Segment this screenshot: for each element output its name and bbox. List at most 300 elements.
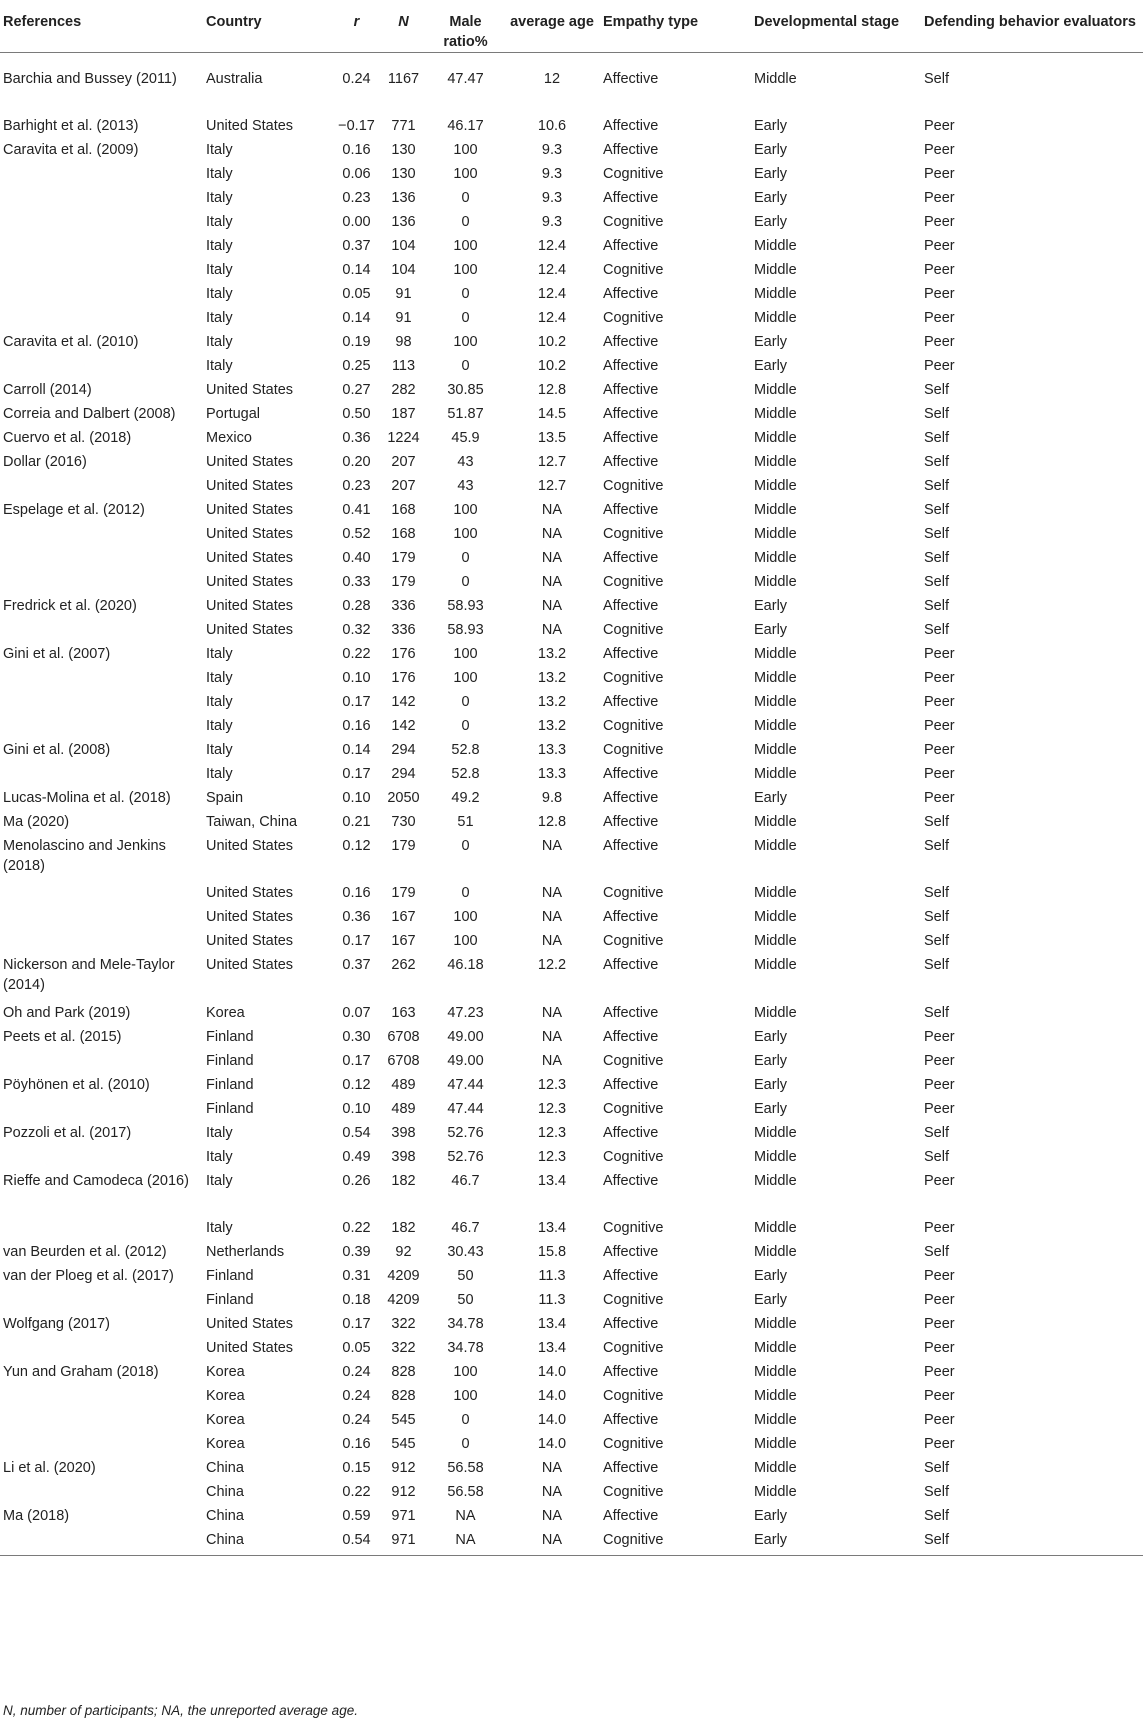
cell-average-age: 13.2 bbox=[537, 645, 567, 662]
cell-developmental-stage: Early bbox=[754, 357, 788, 374]
cell-reference bbox=[0, 1336, 203, 1360]
table-row bbox=[0, 1456, 1143, 1480]
cell-developmental-stage: Middle bbox=[754, 669, 797, 686]
cell-reference: Espelage et al. (2012) bbox=[3, 501, 145, 518]
cell-developmental-stage: Middle bbox=[754, 933, 797, 949]
cell-evaluators: Self bbox=[924, 621, 949, 638]
cell-male-ratio: NA bbox=[455, 1532, 476, 1548]
col-header-n: N bbox=[398, 14, 409, 30]
cell-male-ratio: 50 bbox=[457, 1292, 474, 1308]
cell-country: Taiwan, China bbox=[206, 813, 298, 830]
cell-developmental-stage: Middle bbox=[754, 1436, 797, 1452]
cell-n: 179 bbox=[391, 549, 416, 566]
cell-empathy-type: Affective bbox=[603, 837, 659, 854]
cell-r: 0.41 bbox=[342, 501, 371, 518]
cell-developmental-stage: Early bbox=[754, 1532, 788, 1548]
cell-developmental-stage: Early bbox=[754, 1100, 788, 1117]
cell-empathy-type: Affective bbox=[603, 1460, 659, 1476]
cell-evaluators: Peer bbox=[924, 669, 955, 686]
table-row bbox=[0, 53, 1143, 114]
cell-country: United States bbox=[206, 525, 294, 542]
cell-developmental-stage: Middle bbox=[754, 453, 797, 470]
table-row bbox=[0, 570, 1143, 594]
cell-evaluators: Self bbox=[924, 381, 949, 398]
cell-r: 0.10 bbox=[342, 1100, 371, 1117]
cell-empathy-type: Cognitive bbox=[603, 477, 664, 494]
cell-average-age: NA bbox=[541, 621, 563, 638]
cell-country: Finland bbox=[206, 1292, 254, 1308]
cell-evaluators: Peer bbox=[924, 1220, 955, 1236]
cell-average-age: 13.4 bbox=[537, 1340, 567, 1356]
cell-country: United States bbox=[206, 1316, 294, 1332]
cell-empathy-type: Affective bbox=[603, 117, 659, 134]
cell-reference: Ma (2018) bbox=[3, 1508, 70, 1524]
cell-empathy-type: Affective bbox=[603, 1172, 659, 1189]
cell-reference bbox=[0, 354, 203, 378]
cell-average-age: 13.4 bbox=[537, 1316, 567, 1332]
table-row bbox=[0, 1408, 1143, 1432]
cell-empathy-type: Affective bbox=[603, 1244, 659, 1260]
table-row bbox=[0, 138, 1143, 162]
cell-average-age: 12.7 bbox=[537, 453, 567, 470]
cell-average-age: 10.2 bbox=[537, 333, 567, 350]
cell-average-age: 12.2 bbox=[537, 957, 567, 973]
cell-male-ratio: 100 bbox=[453, 333, 478, 350]
cell-country: Italy bbox=[206, 165, 233, 182]
cell-r: 0.06 bbox=[342, 165, 371, 182]
cell-r: 0.25 bbox=[342, 357, 371, 374]
cell-developmental-stage: Middle bbox=[754, 405, 797, 422]
cell-developmental-stage: Middle bbox=[754, 1460, 797, 1476]
cell-male-ratio: 100 bbox=[453, 1388, 478, 1404]
cell-male-ratio: 51 bbox=[457, 813, 474, 830]
cell-male-ratio: 100 bbox=[453, 933, 478, 949]
cell-developmental-stage: Middle bbox=[754, 1484, 797, 1500]
cell-male-ratio: 100 bbox=[453, 645, 478, 662]
cell-empathy-type: Affective bbox=[603, 549, 659, 566]
cell-evaluators: Self bbox=[924, 1148, 949, 1165]
cell-evaluators: Self bbox=[924, 1508, 949, 1524]
cell-country: Italy bbox=[206, 285, 233, 302]
cell-r: 0.14 bbox=[342, 309, 371, 326]
cell-developmental-stage: Early bbox=[754, 789, 788, 806]
cell-developmental-stage: Middle bbox=[754, 957, 797, 973]
cell-average-age: 12.3 bbox=[537, 1100, 567, 1117]
cell-developmental-stage: Middle bbox=[754, 1124, 797, 1141]
cell-country: Italy bbox=[206, 357, 233, 374]
cell-male-ratio: 100 bbox=[453, 237, 478, 254]
cell-developmental-stage: Middle bbox=[754, 645, 797, 662]
cell-r: 0.16 bbox=[342, 1436, 371, 1452]
table-row bbox=[0, 1216, 1143, 1240]
cell-average-age: 12.7 bbox=[537, 477, 567, 494]
table-row bbox=[0, 1432, 1143, 1456]
table-row bbox=[0, 1001, 1143, 1025]
cell-male-ratio: 52.76 bbox=[447, 1148, 484, 1165]
cell-r: 0.26 bbox=[342, 1172, 371, 1189]
cell-n: 179 bbox=[391, 885, 416, 901]
col-header-references: References bbox=[3, 14, 82, 30]
cell-country: United States bbox=[206, 885, 294, 901]
cell-evaluators: Self bbox=[924, 549, 949, 566]
cell-reference: Barhight et al. (2013) bbox=[3, 117, 139, 134]
cell-evaluators: Peer bbox=[924, 285, 955, 302]
cell-male-ratio: 0 bbox=[461, 1412, 470, 1428]
table-row bbox=[0, 738, 1143, 762]
table-row bbox=[0, 618, 1143, 642]
cell-reference bbox=[0, 522, 203, 546]
cell-reference bbox=[0, 666, 203, 690]
cell-developmental-stage: Middle bbox=[754, 71, 797, 87]
cell-male-ratio: 47.47 bbox=[447, 71, 484, 87]
cell-country: Finland bbox=[206, 1028, 254, 1045]
cell-evaluators: Peer bbox=[924, 261, 955, 278]
cell-empathy-type: Affective bbox=[603, 189, 659, 206]
cell-male-ratio: 49.2 bbox=[451, 789, 480, 806]
cell-n: 179 bbox=[391, 573, 416, 590]
cell-developmental-stage: Middle bbox=[754, 429, 797, 446]
cell-developmental-stage: Early bbox=[754, 165, 788, 182]
cell-country: Italy bbox=[206, 309, 233, 326]
cell-country: Italy bbox=[206, 1220, 233, 1236]
cell-empathy-type: Affective bbox=[603, 789, 659, 806]
cell-empathy-type: Affective bbox=[603, 813, 659, 830]
cell-country: Korea bbox=[206, 1436, 245, 1452]
cell-n: 207 bbox=[391, 453, 416, 470]
cell-n: 4209 bbox=[387, 1292, 420, 1308]
cell-developmental-stage: Early bbox=[754, 1028, 788, 1045]
cell-evaluators: Peer bbox=[924, 357, 955, 374]
cell-r: 0.54 bbox=[342, 1532, 371, 1548]
cell-country: Italy bbox=[206, 189, 233, 206]
cell-country: United States bbox=[206, 573, 294, 590]
cell-n: 168 bbox=[391, 501, 416, 518]
cell-n: 294 bbox=[391, 765, 416, 782]
cell-country: Finland bbox=[206, 1268, 254, 1284]
cell-developmental-stage: Middle bbox=[754, 1388, 797, 1404]
table-row bbox=[0, 762, 1143, 786]
cell-evaluators: Peer bbox=[924, 309, 955, 326]
cell-average-age: 12.3 bbox=[537, 1148, 567, 1165]
cell-evaluators: Peer bbox=[924, 1172, 955, 1189]
cell-country: United States bbox=[206, 837, 294, 854]
cell-developmental-stage: Middle bbox=[754, 741, 797, 758]
cell-developmental-stage: Middle bbox=[754, 717, 797, 734]
cell-male-ratio: 0 bbox=[461, 1436, 470, 1452]
cell-reference: Pöyhönen et al. (2010) bbox=[3, 1076, 150, 1093]
cell-reference bbox=[0, 1384, 203, 1408]
cell-r: 0.07 bbox=[342, 1004, 371, 1021]
table-row bbox=[0, 642, 1143, 666]
table-row bbox=[0, 929, 1143, 953]
cell-reference bbox=[0, 881, 203, 905]
col-header-male-ratio: Male ratio% bbox=[443, 14, 488, 50]
cell-male-ratio: 43 bbox=[457, 453, 474, 470]
cell-developmental-stage: Middle bbox=[754, 693, 797, 710]
cell-reference: Ma (2020) bbox=[3, 813, 70, 830]
col-header-average-age: average age bbox=[510, 14, 594, 30]
cell-empathy-type: Affective bbox=[603, 909, 659, 925]
cell-average-age: 9.8 bbox=[541, 789, 563, 806]
cell-average-age: 12.4 bbox=[537, 261, 567, 278]
cell-country: Italy bbox=[206, 213, 233, 230]
cell-n: 1224 bbox=[387, 429, 420, 446]
cell-evaluators: Self bbox=[924, 71, 949, 87]
cell-country: Italy bbox=[206, 333, 233, 350]
cell-r: 0.17 bbox=[342, 1052, 371, 1069]
cell-reference: Pozzoli et al. (2017) bbox=[3, 1124, 132, 1141]
cell-reference: van der Ploeg et al. (2017) bbox=[3, 1268, 174, 1284]
table-row bbox=[0, 905, 1143, 929]
cell-reference bbox=[0, 714, 203, 738]
table-row bbox=[0, 1264, 1143, 1288]
table-row bbox=[0, 1240, 1143, 1264]
cell-n: 4209 bbox=[387, 1268, 420, 1284]
col-header-defending-evaluators: Defending behavior evaluators bbox=[924, 14, 1136, 30]
cell-developmental-stage: Middle bbox=[754, 285, 797, 302]
cell-r: 0.33 bbox=[342, 573, 371, 590]
cell-reference bbox=[0, 210, 203, 234]
cell-developmental-stage: Early bbox=[754, 1076, 788, 1093]
cell-reference bbox=[0, 690, 203, 714]
col-header-empathy-type: Empathy type bbox=[603, 14, 699, 30]
cell-reference: Caravita et al. (2009) bbox=[3, 141, 139, 158]
cell-evaluators: Peer bbox=[924, 717, 955, 734]
cell-country: Mexico bbox=[206, 429, 252, 446]
cell-n: 136 bbox=[391, 189, 416, 206]
table-row bbox=[0, 1528, 1143, 1555]
cell-country: Italy bbox=[206, 1124, 233, 1141]
cell-evaluators: Self bbox=[924, 1244, 949, 1260]
cell-evaluators: Peer bbox=[924, 141, 955, 158]
cell-n: 912 bbox=[391, 1460, 416, 1476]
cell-empathy-type: Cognitive bbox=[603, 669, 664, 686]
table-row bbox=[0, 210, 1143, 234]
cell-average-age: 14.0 bbox=[537, 1388, 567, 1404]
table-row bbox=[0, 666, 1143, 690]
cell-n: 771 bbox=[391, 117, 416, 134]
cell-r: 0.10 bbox=[342, 669, 371, 686]
cell-male-ratio: 50 bbox=[457, 1268, 474, 1284]
table-row bbox=[0, 714, 1143, 738]
table-row bbox=[0, 234, 1143, 258]
cell-male-ratio: 0 bbox=[461, 189, 470, 206]
cell-male-ratio: 100 bbox=[453, 1364, 478, 1380]
table-row bbox=[0, 306, 1143, 330]
cell-r: 0.16 bbox=[342, 141, 371, 158]
cell-evaluators: Self bbox=[924, 837, 949, 854]
cell-reference: Yun and Graham (2018) bbox=[3, 1364, 159, 1380]
cell-country: United States bbox=[206, 477, 294, 494]
cell-male-ratio: 52.8 bbox=[451, 765, 480, 782]
cell-reference bbox=[0, 905, 203, 929]
cell-r: 0.16 bbox=[342, 885, 371, 901]
cell-male-ratio: 58.93 bbox=[447, 597, 484, 614]
cell-developmental-stage: Middle bbox=[754, 837, 797, 854]
cell-n: 167 bbox=[391, 909, 416, 925]
cell-average-age: 12.8 bbox=[537, 381, 567, 398]
cell-r: 0.23 bbox=[342, 477, 371, 494]
cell-average-age: NA bbox=[541, 1028, 563, 1045]
cell-male-ratio: 34.78 bbox=[447, 1340, 484, 1356]
cell-male-ratio: 100 bbox=[453, 261, 478, 278]
cell-empathy-type: Affective bbox=[603, 1364, 659, 1380]
cell-country: Italy bbox=[206, 1148, 233, 1165]
cell-empathy-type: Affective bbox=[603, 381, 659, 398]
cell-n: 163 bbox=[391, 1004, 416, 1021]
cell-r: 0.14 bbox=[342, 261, 371, 278]
cell-n: 142 bbox=[391, 717, 416, 734]
cell-developmental-stage: Early bbox=[754, 333, 788, 350]
cell-average-age: NA bbox=[541, 501, 563, 518]
cell-reference: Rieffe and Camodeca (2016) bbox=[3, 1172, 189, 1189]
cell-country: Italy bbox=[206, 669, 233, 686]
cell-reference bbox=[0, 1432, 203, 1456]
cell-reference: Dollar (2016) bbox=[3, 453, 87, 470]
cell-reference: Caravita et al. (2010) bbox=[3, 333, 139, 350]
cell-evaluators: Peer bbox=[924, 189, 955, 206]
cell-average-age: 14.0 bbox=[537, 1436, 567, 1452]
cell-r: 0.54 bbox=[342, 1124, 371, 1141]
table-footnote: N, number of participants; NA, the unreported average age. bbox=[3, 1703, 358, 1718]
cell-average-age: 14.0 bbox=[537, 1364, 567, 1380]
cell-reference bbox=[0, 282, 203, 306]
cell-r: 0.49 bbox=[342, 1148, 371, 1165]
cell-developmental-stage: Middle bbox=[754, 1004, 797, 1021]
cell-empathy-type: Affective bbox=[603, 285, 659, 302]
col-header-r: r bbox=[353, 14, 360, 30]
cell-developmental-stage: Middle bbox=[754, 237, 797, 254]
cell-n: 182 bbox=[391, 1172, 416, 1189]
cell-n: 176 bbox=[391, 669, 416, 686]
cell-developmental-stage: Middle bbox=[754, 765, 797, 782]
cell-male-ratio: 0 bbox=[461, 309, 470, 326]
cell-average-age: 12.4 bbox=[537, 285, 567, 302]
cell-n: 91 bbox=[395, 309, 412, 326]
cell-reference bbox=[0, 1288, 203, 1312]
cell-evaluators: Peer bbox=[924, 1052, 955, 1069]
cell-average-age: 9.3 bbox=[541, 213, 563, 230]
cell-r: 0.50 bbox=[342, 405, 371, 422]
cell-male-ratio: 49.00 bbox=[447, 1052, 484, 1069]
cell-reference: Barchia and Bussey (2011) bbox=[3, 71, 177, 87]
cell-developmental-stage: Middle bbox=[754, 309, 797, 326]
cell-country: China bbox=[206, 1460, 244, 1476]
cell-developmental-stage: Middle bbox=[754, 261, 797, 278]
cell-developmental-stage: Middle bbox=[754, 1340, 797, 1356]
cell-reference bbox=[0, 306, 203, 330]
cell-male-ratio: 47.44 bbox=[447, 1100, 484, 1117]
cell-reference: Correia and Dalbert (2008) bbox=[3, 405, 176, 422]
table-row bbox=[0, 1384, 1143, 1408]
cell-empathy-type: Cognitive bbox=[603, 1340, 664, 1356]
cell-average-age: NA bbox=[541, 933, 563, 949]
cell-male-ratio: 0 bbox=[461, 837, 470, 854]
cell-country: Korea bbox=[206, 1004, 245, 1021]
cell-developmental-stage: Middle bbox=[754, 1412, 797, 1428]
cell-r: 0.28 bbox=[342, 597, 371, 614]
cell-average-age: NA bbox=[541, 1532, 563, 1548]
cell-country: Netherlands bbox=[206, 1244, 285, 1260]
cell-average-age: 12.4 bbox=[537, 309, 567, 326]
cell-male-ratio: 30.85 bbox=[447, 381, 484, 398]
cell-average-age: NA bbox=[541, 909, 563, 925]
cell-country: Italy bbox=[206, 765, 233, 782]
cell-empathy-type: Affective bbox=[603, 645, 659, 662]
cell-male-ratio: 45.9 bbox=[451, 429, 480, 446]
cell-r: 0.12 bbox=[342, 1076, 371, 1093]
cell-country: Italy bbox=[206, 141, 233, 158]
cell-reference bbox=[0, 1145, 203, 1169]
cell-n: 336 bbox=[391, 597, 416, 614]
cell-male-ratio: 47.44 bbox=[447, 1076, 484, 1093]
cell-average-age: 13.2 bbox=[537, 669, 567, 686]
cell-n: 398 bbox=[391, 1124, 416, 1141]
cell-r: 0.12 bbox=[342, 837, 371, 854]
cell-developmental-stage: Early bbox=[754, 189, 788, 206]
cell-empathy-type: Affective bbox=[603, 357, 659, 374]
cell-r: 0.21 bbox=[342, 813, 371, 830]
cell-n: 545 bbox=[391, 1436, 416, 1452]
cell-evaluators: Self bbox=[924, 1532, 949, 1548]
cell-n: 912 bbox=[391, 1484, 416, 1500]
cell-average-age: NA bbox=[541, 1004, 563, 1021]
cell-empathy-type: Cognitive bbox=[603, 1292, 664, 1308]
cell-evaluators: Peer bbox=[924, 237, 955, 254]
col-header-country: Country bbox=[206, 14, 262, 30]
cell-evaluators: Self bbox=[924, 405, 949, 422]
cell-average-age: 13.4 bbox=[537, 1172, 567, 1189]
cell-developmental-stage: Middle bbox=[754, 1316, 797, 1332]
cell-evaluators: Self bbox=[924, 525, 949, 542]
cell-evaluators: Self bbox=[924, 429, 949, 446]
cell-reference bbox=[0, 234, 203, 258]
cell-evaluators: Peer bbox=[924, 1076, 955, 1093]
cell-evaluators: Peer bbox=[924, 1388, 955, 1404]
cell-evaluators: Self bbox=[924, 501, 949, 518]
cell-average-age: NA bbox=[541, 597, 563, 614]
cell-reference bbox=[0, 1408, 203, 1432]
cell-n: 398 bbox=[391, 1148, 416, 1165]
table-row bbox=[0, 354, 1143, 378]
cell-country: United States bbox=[206, 1340, 294, 1356]
cell-male-ratio: 100 bbox=[453, 525, 478, 542]
cell-country: China bbox=[206, 1484, 244, 1500]
cell-reference bbox=[0, 162, 203, 186]
table-row bbox=[0, 498, 1143, 522]
cell-male-ratio: 0 bbox=[461, 573, 470, 590]
cell-n: 130 bbox=[391, 141, 416, 158]
cell-empathy-type: Cognitive bbox=[603, 621, 664, 638]
cell-average-age: NA bbox=[541, 837, 563, 854]
cell-reference bbox=[0, 1097, 203, 1121]
cell-empathy-type: Affective bbox=[603, 237, 659, 254]
cell-evaluators: Peer bbox=[924, 1316, 955, 1332]
cell-male-ratio: 46.18 bbox=[447, 957, 484, 973]
cell-empathy-type: Cognitive bbox=[603, 165, 664, 182]
cell-developmental-stage: Early bbox=[754, 117, 788, 134]
cell-average-age: 15.8 bbox=[537, 1244, 567, 1260]
cell-reference bbox=[0, 546, 203, 570]
table-row bbox=[0, 881, 1143, 905]
table-body bbox=[0, 53, 1143, 1556]
cell-evaluators: Peer bbox=[924, 1340, 955, 1356]
cell-evaluators: Peer bbox=[924, 1364, 955, 1380]
cell-empathy-type: Cognitive bbox=[603, 309, 664, 326]
cell-reference bbox=[0, 258, 203, 282]
cell-developmental-stage: Middle bbox=[754, 525, 797, 542]
cell-r: 0.24 bbox=[342, 1388, 371, 1404]
